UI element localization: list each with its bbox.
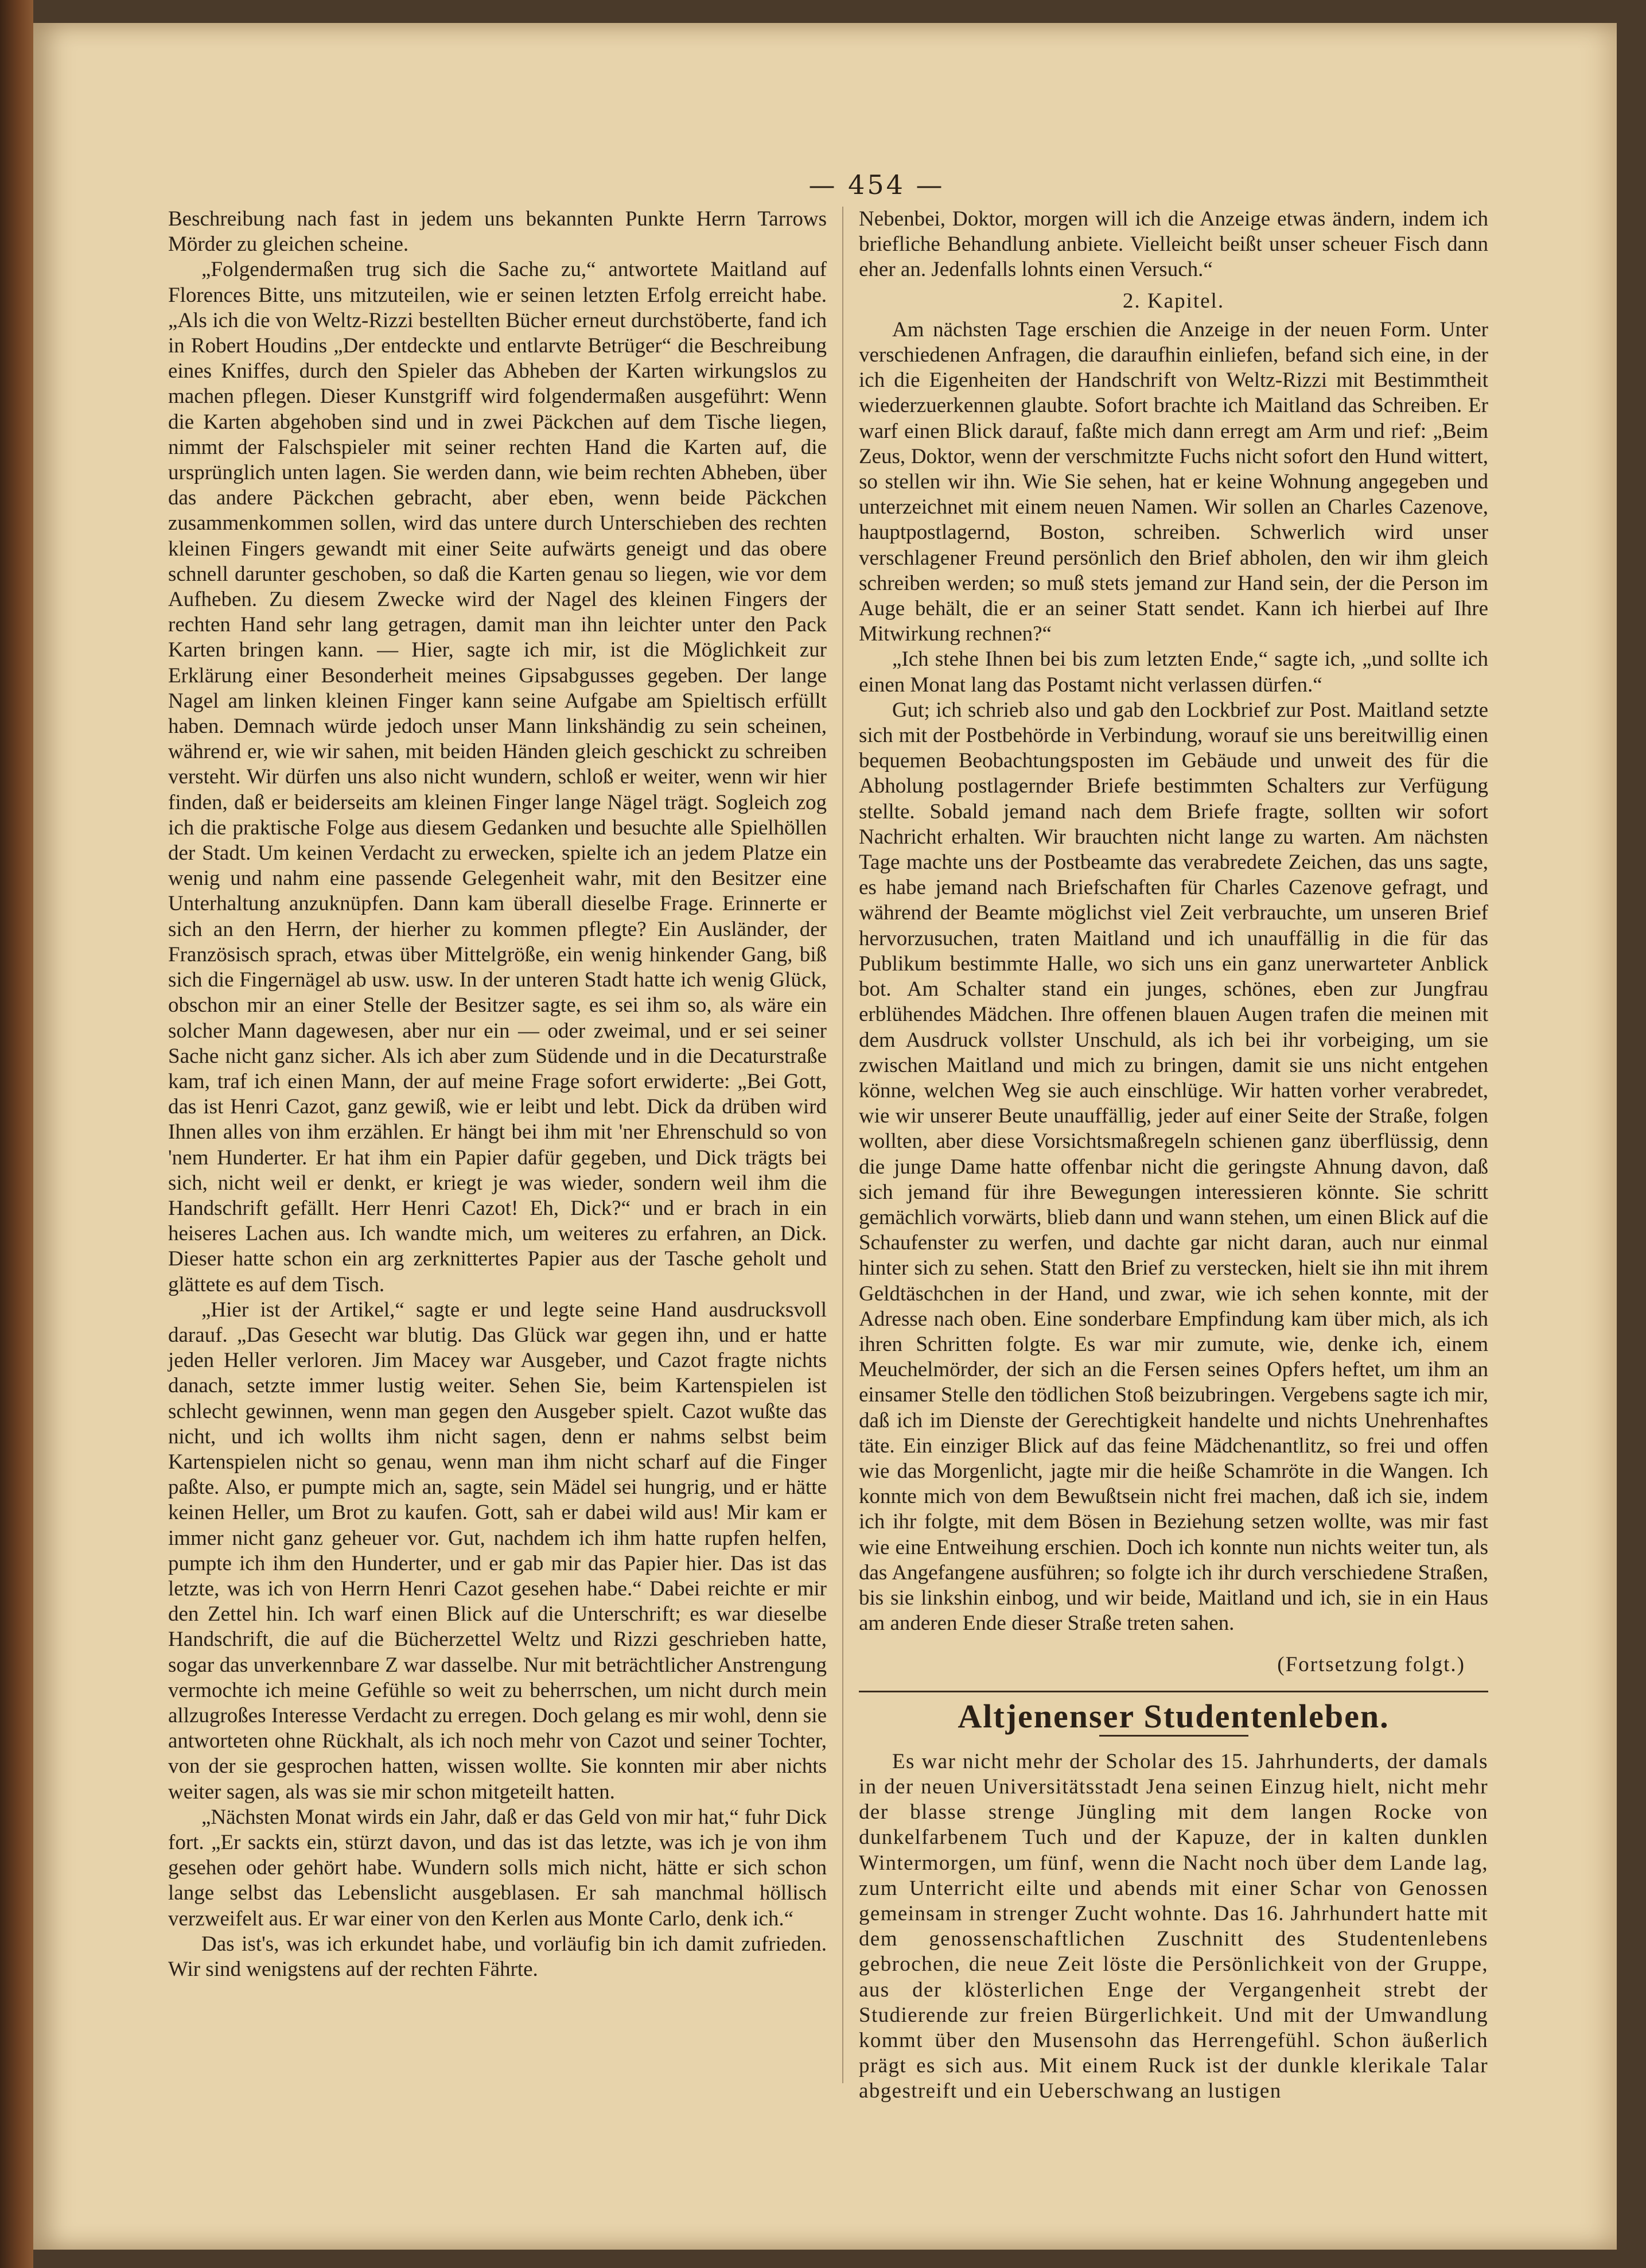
chapter-paragraph-2: „Ich stehe Ihnen bei bis zum letzten Ende,“ sagte ich, „und sollte ich einen Monat lang das Postamt nicht verlassen dürfen.“ — [859, 647, 1488, 697]
left-paragraph-3: „Hier ist der Artikel,“ sagte er und legte seine Hand ausdrucksvoll darauf. „Das Gesecht war blutig. Das Glück war gegen ihn, und er hatte jeden Heller verloren. Jim Macey war Ausgeber, und Cazot fragte nichts danach, setzte immer lustig weiter. Sehen Sie, beim Kartenspielen ist schlecht gewinnen, wenn man gegen den Ausgeber spielt. Cazot wußte das nicht, und ich wollts ihm nicht sagen, denn er nahms selbst beim Kartenspielen nicht so genau, wenn man ihm nicht scharf auf die Finger paßte. Also, er pumpte mich an, sagte, sein Mädel sei hungrig, und er hätte keinen Heller, um Brot zu kaufen. Gott, sah er dabei wild aus! Mir kam er immer nicht ganz geheuer vor. Gut, nachdem ich ihm hatte rupfen helfen, pumpte ich ihm den Hunderter, und er gab mir das Papier hier. Das ist das letzte, was ich von Herrn Henri Cazot gesehen habe.“ Dabei reichte er mir den Zettel hin. Ich warf einen Blick auf die Unterschrift; es war dieselbe Handschrift, die auf die Bücherzettel Weltz und Rizzi geschrieben hatte, sogar das unverkennbare Z war dasselbe. Nur mit beträchtlicher Anstrengung vermochte ich meine Gefühle so weit zu beherrschen, um nicht durch mein allzugroßes Interesse Verdacht zu erregen. Doch gelang es mir wohl, denn sie antworteten ohne Rückhalt, als ich noch mehr von Cazot und seiner Tochter, von der sie gesprochen hatten, wissen wollte. Sie konnten mir aber nichts weiter sagen, als was sie mir schon mitgeteilt hatten. — [168, 1298, 827, 1804]
chapter-heading: 2. Kapitel. — [1122, 289, 1225, 313]
right-column — [859, 207, 1488, 2103]
chapter-paragraph-3: Gut; ich schrieb also und gab den Lockbrief zur Post. Maitland setzte sich mit der Postbehörde in Verbindung, worauf sie uns bereitwillig einen bequemen Beobachtungsposten im Gebäude und unweit des für die Abholung postlagernder Briefe bestimmten Schalters zur Verfügung stellte. Sobald jemand nach dem Briefe fragte, sollten wir sofort Nachricht erhalten. Wir brauchten nicht lange zu warten. Am nächsten Tage machte uns der Postbeamte das verabredete Zeichen, das uns sagte, es habe jemand nach Briefschaften für Charles Cazenove gefragt, und während der Beamte möglichst viel Zeit verbrauchte, um unseren Brief hervorzusuchen, traten Maitland und ich unauffällig in die für das Publikum bestimmte Halle, wo sich uns ein ganz unerwarteter Anblick bot. Am Schalter stand ein junges, schönes, eben zur Jungfrau erblühendes Mädchen. Ihre offenen blauen Augen trafen die meinen mit dem Ausdruck vollster Unschuld, als ich bei ihr vorbeiging, um sie zwischen Maitland und mich zu bringen, damit sie uns nicht entgehen könne, welchen Weg sie auch einschlüge. Wir hatten vorher verabredet, wie wir unserer Beute unauffällig, jeder auf einer Seite der Straße, folgen wollten, aber diese Vorsichtsmaßregeln schienen ganz überflüssig, denn die junge Dame hatte offenbar nicht die geringste Ahnung davon, daß sich jemand für ihre Bewegungen interessieren könnte. Sie schritt gemächlich vorwärts, blieb dann und wann stehen, um einen Blick auf die Schaufenster zu werfen, und dachte gar nicht daran, auch nur einmal hinter sich zu sehen. Statt den Brief zu verstecken, hielt sie ihn mit ihrem Geldtäschchen in der Hand, und zwar, wie ich sehen konnte, mit der Adresse nach oben. Eine sonderbare Empfindung kam über mich, als ich ihren Schritten folgte. Es war mir zumute, wie, denke ich, einem Meuchelmörder, der sich an die Fersen seines Opfers heftet, um ihm an einsamer Stelle den tödlichen Stoß beizubringen. Vergebens sagte ich mir, daß ich im Dienste der Gerechtigkeit handelte und nichts Unehrenhaftes täte. Ein einziger Blick auf das feine Mädchenantlitz, so frei und offen wie das Morgenlicht, jagte mir die heiße Schamröte in die Wangen. Ich konnte mich von dem Bewußtsein nicht frei machen, daß ich sie, indem ich ihr folgte, mit dem Bösen in Beziehung setzen wollte, was mir fast wie eine Entweihung erschien. Doch ich konnte nun nichts weiter tun, als das Angefangene ausführen; so folgte ich ihr durch verschiedene Straßen, bis sie linkshin einbog, und wir beide, Maitland und ich, sie in ein Haus am anderen Ende dieser Straße treten sahen. — [859, 698, 1488, 1636]
book-binding-edge — [0, 0, 33, 2268]
chapter-paragraph-1: Am nächsten Tage erschien die Anzeige in der neuen Form. Unter verschiedenen Anfragen, die daraufhin einliefen, befand sich eine, in der ich die Eigenheiten der Handschrift von Weltz-Rizzi mit Bestimmtheit wiederzuerkennen glaubte. Sofort brachte ich Maitland das Schreiben. Er warf einen Blick darauf, faßte mich dann erregt am Arm und rief: „Beim Zeus, Doktor, wenn der verschmitzte Fuchs nicht sofort den Hund wittert, so stellen wir ihn. Wie Sie sehen, hat er keine Wohnung angegeben und unterzeichnet mit einem neuen Namen. Wir sollen an Charles Cazenove, hauptpostlagernd, Boston, schreiben. Schwerlich wird unser verschlagener Freund persönlich den Brief abholen, den wir ihm gleich schreiben werden; so muß stets jemand zur Hand sein, der die Person im Auge behält, die er an seiner Statt sendet. Kann ich hierbei auf Ihre Mitwirkung rechnen?“ — [859, 317, 1488, 646]
left-paragraph-2: „Folgendermaßen trug sich die Sache zu,“ antwortete Maitland auf Florences Bitte, uns mitzuteilen, wie er seinen letzten Erfolg erreicht habe. „Als ich die von Weltz-Rizzi bestellten Bücher erneut durchstöberte, fand ich in Robert Houdins „Der entdeckte und entlarvte Betrüger“ die Beschreibung eines Kniffes, durch den Spieler das Abheben der Karten wirkungslos zu machen pflegen. Dieser Kunstgriff wird folgendermaßen ausgeführt: Wenn die Karten abgehoben sind und in zwei Päckchen auf dem Tische liegen, nimmt der Falschspieler mit seiner rechten Hand die Karten auf, die ursprünglich unten lagen. Sie werden dann, wie beim rechten Abheben, über das andere Päckchen gebracht, aber eben, wenn beide Päckchen zusammenkommen sollen, wird das untere durch Unterschieben des rechten kleinen Fingers gewandt mit einer Seite aufwärts geneigt und das obere schnell darunter geschoben, so daß die Karten genau so liegen, wie vor dem Aufheben. Zu diesem Zwecke wird der Nagel des kleinen Fingers der rechten Hand sehr lang getragen, damit man ihn leichter unter den Pack Karten bringen kann. — Hier, sagte ich mir, ist die Möglichkeit zur Erklärung einer Besonderheit meines Gipsabgusses gegeben. Der lange Nagel am linken kleinen Finger kann seine Aufgabe am Spieltisch erfüllt haben. Demnach würde jedoch unser Mann linkshändig zu sein scheinen, während er, wie wir sahen, mit beiden Händen gleich geschickt zu schreiben versteht. Wir dürfen uns also nicht wundern, schloß er weiter, wenn wir hier finden, daß er beiderseits am kleinen Finger lange Nägel trägt. Sogleich zog ich die praktische Folge aus diesem Gedanken und besuchte alle Spielhöllen der Stadt. Um keinen Verdacht zu erwecken, spielte ich an jedem Platze ein wenig und nahm eine passende Gelegenheit wahr, mit den Besitzer eine Unterhaltung anzuknüpfen. Dann kam überall dieselbe Frage. Erinnerte er sich an den Herrn, der hierher zu kommen pflegte? Ein Ausländer, der Französisch sprach, etwas über Mittelgröße, ein wenig hinkender Gang, biß sich die Fingernägel ab usw. usw. In der unteren Stadt hatte ich wenig Glück, obschon mir an einer Stelle der Besitzer sagte, es sei ihm so, als wäre ein solcher Mann dagewesen, aber nur ein — oder zweimal, und er sei seiner Sache nicht ganz sicher. Als ich aber zum Südende und in die Decaturstraße kam, traf ich einen Mann, der auf meine Frage sofort erwiderte: „Bei Gott, das ist Henri Cazot, ganz gewiß, wie er leibt und lebt. Dick da drüben wird Ihnen alles von ihm erzählen. Er hängt bei ihm mit 'ner Ehrenschuld so von 'nem Hunderter. Er hat ihm ein Papier dafür gegeben, und Dick trägts bei sich, nicht weil er denkt, er kriegt je was wieder, sondern weil ihm die Handschrift gefällt. Herr Henri Cazot! Eh, Dick?“ und er brach in ein heiseres Lachen aus. Ich wandte mich, um weiteres zu erfahren, an Dick. Dieser hatte schon ein arg zerknittertes Papier aus der Tasche geholt und glättete es auf dem Tisch. — [168, 258, 827, 1296]
left-paragraph-5: Das ist's, was ich erkundet habe, und vorläufig bin ich damit zufrieden. Wir sind wenigstens auf der rechten Fährte. — [168, 1932, 827, 1982]
title-underline — [1099, 1735, 1248, 1737]
continuation-note: (Fortsetzung folgt.) — [1277, 1653, 1465, 1677]
column-divider — [842, 207, 843, 2083]
left-column — [168, 207, 827, 2083]
section-rule — [859, 1691, 1488, 1692]
right-intro-paragraph: Nebenbei, Doktor, morgen will ich die Anzeige etwas ändern, indem ich briefliche Behandlung anbiete. Vielleicht beißt unser scheuer Fisch dann eher an. Jedenfalls lohnts einen Versuch.“ — [859, 207, 1488, 282]
left-paragraph-1: Beschreibung nach fast in jedem uns bekannten Punkte Herrn Tarrows Mörder zu gleichen scheine. — [168, 207, 827, 257]
page-number: — 454 — — [808, 169, 945, 200]
article-body — [859, 1749, 1488, 2104]
left-paragraph-4: „Nächsten Monat wirds ein Jahr, daß er das Geld von mir hat,“ fuhr Dick fort. „Er sackts ein, stürzt davon, und das ist das letzte, was ich je von ihm gesehen oder gehört habe. Wundern solls mich nicht, hätte er sich schon lange selbst das Lebenslicht ausgeblasen. Er sah manchmal höllisch verzweifelt aus. Er war einer von den Kerlen aus Monte Carlo, denk ich.“ — [168, 1805, 827, 1931]
article-title: Altjenenser Studentenleben. — [958, 1697, 1390, 1735]
article-paragraph: Es war nicht mehr der Scholar des 15. Jahrhunderts, der damals in der neuen Universitätsstadt Jena seinen Einzug hielt, nicht mehr der blasse strenge Jüngling mit dem langen Rocke von dunkelfarbenem Tuch und der Kapuze, der in kalten dunklen Wintermorgen, um fünf, wenn die Nacht noch über dem Lande lag, zum Unterricht eilte und abends mit einer Schar von Genossen gemeinsam in strenger Zucht wohnte. Das 16. Jahrhundert hatte mit dem genossenschaftlichen Zuschnitt des Studentenlebens gebrochen, die neue Zeit löste die Persönlichkeit von der Gruppe, aus der klösterlichen Enge der Vergangenheit strebt der Studierende zur freien Bürgerlichkeit. Und mit der Umwandlung kommt über den Musensohn das Herrengefühl. Schon äußerlich prägt es sich aus. Mit einem Ruck ist der dunkle klerikale Talar abgestreift und ein Ueberschwang an lustigen — [859, 1749, 1488, 2103]
